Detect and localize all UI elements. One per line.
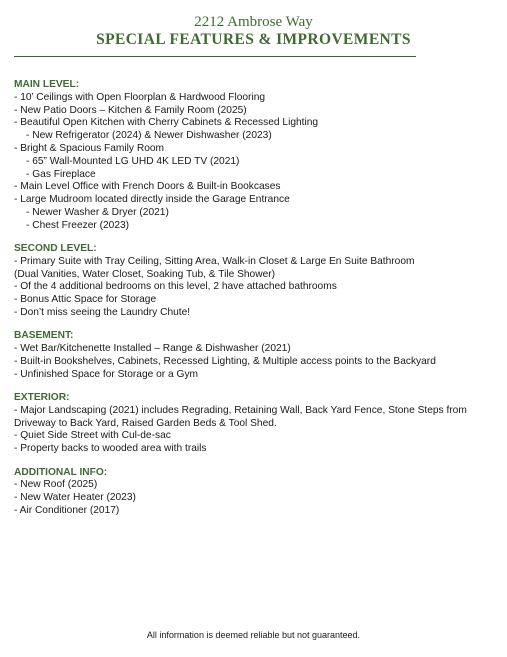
list-item-continuation: Driveway to Back Yard, Raised Garden Beds & Tool Shed.: [14, 417, 277, 429]
section-title: SECOND LEVEL:: [14, 243, 97, 255]
list-item: - Beautiful Open Kitchen with Cherry Cabinets & Recessed Lighting: [14, 117, 319, 129]
document-header: [0, 14, 507, 49]
section-title: EXTERIOR:: [14, 392, 70, 404]
document-title: SPECIAL FEATURES & IMPROVEMENTS: [96, 31, 411, 48]
list-item: - New Roof (2025): [14, 479, 98, 491]
section-basement: [14, 330, 494, 381]
list-item: - Bright & Spacious Family Room: [14, 142, 165, 154]
list-item: - Of the 4 additional bedrooms on this level, 2 have attached bathrooms: [14, 281, 337, 293]
list-item: - New Water Heater (2023): [14, 492, 136, 504]
list-subitem: - New Refrigerator (2024) & Newer Dishwasher (2023): [26, 130, 272, 142]
list-item: - Property backs to wooded area with trails: [14, 443, 207, 455]
section-additional-info: [14, 467, 494, 518]
features-content: [14, 79, 494, 528]
list-item: - Built-in Bookshelves, Cabinets, Recessed Lighting, & Multiple access points to the Backyard: [14, 355, 436, 367]
list-subitem: - Gas Fireplace: [26, 168, 96, 180]
section-exterior: [14, 392, 494, 456]
list-item: - 10’ Ceilings with Open Floorplan & Hardwood Flooring: [14, 91, 266, 103]
section-title: MAIN LEVEL:: [14, 79, 80, 90]
disclaimer: All information is deemed reliable but not guaranteed.: [146, 630, 361, 640]
list-item: - Quiet Side Street with Cul-de-sac: [14, 430, 171, 442]
list-item: - Unfinished Space for Storage or a Gym: [14, 368, 199, 380]
header-divider: [14, 56, 416, 57]
list-item: - Main Level Office with French Doors & Built-in Bookcases: [14, 181, 281, 193]
list-item: - Don’t miss seeing the Laundry Chute!: [14, 307, 191, 319]
list-subitem: - Newer Washer & Dryer (2021): [26, 206, 169, 218]
section-title: BASEMENT:: [14, 330, 74, 342]
section-title: ADDITIONAL INFO:: [14, 466, 108, 478]
list-item: - Large Mudroom located directly inside the Garage Entrance: [14, 194, 290, 206]
list-item: - New Patio Doors – Kitchen & Family Room (2025): [14, 104, 247, 116]
list-subitem: - 65” Wall-Mounted LG UHD 4K LED TV (2021): [26, 155, 240, 167]
list-item: - Air Conditioner (2017): [14, 504, 120, 516]
section-second-level: [14, 243, 494, 320]
list-item: - Bonus Attic Space for Storage: [14, 294, 157, 306]
property-address: 2212 Ambrose Way: [194, 14, 313, 30]
list-subitem: - Chest Freezer (2023): [26, 219, 130, 231]
list-item: - Major Landscaping (2021) includes Regrading, Retaining Wall, Back Yard Fence, Stone Steps from: [14, 404, 467, 416]
list-item-continuation: (Dual Vanities, Water Closet, Soaking Tub, & Tile Shower): [14, 268, 276, 280]
section-main-level: [14, 79, 494, 233]
list-item: - Primary Suite with Tray Ceiling, Sitting Area, Walk-in Closet & Large En Suite Bathroom: [14, 255, 415, 267]
list-item: - Wet Bar/Kitchenette Installed – Range & Dishwasher (2021): [14, 343, 291, 355]
